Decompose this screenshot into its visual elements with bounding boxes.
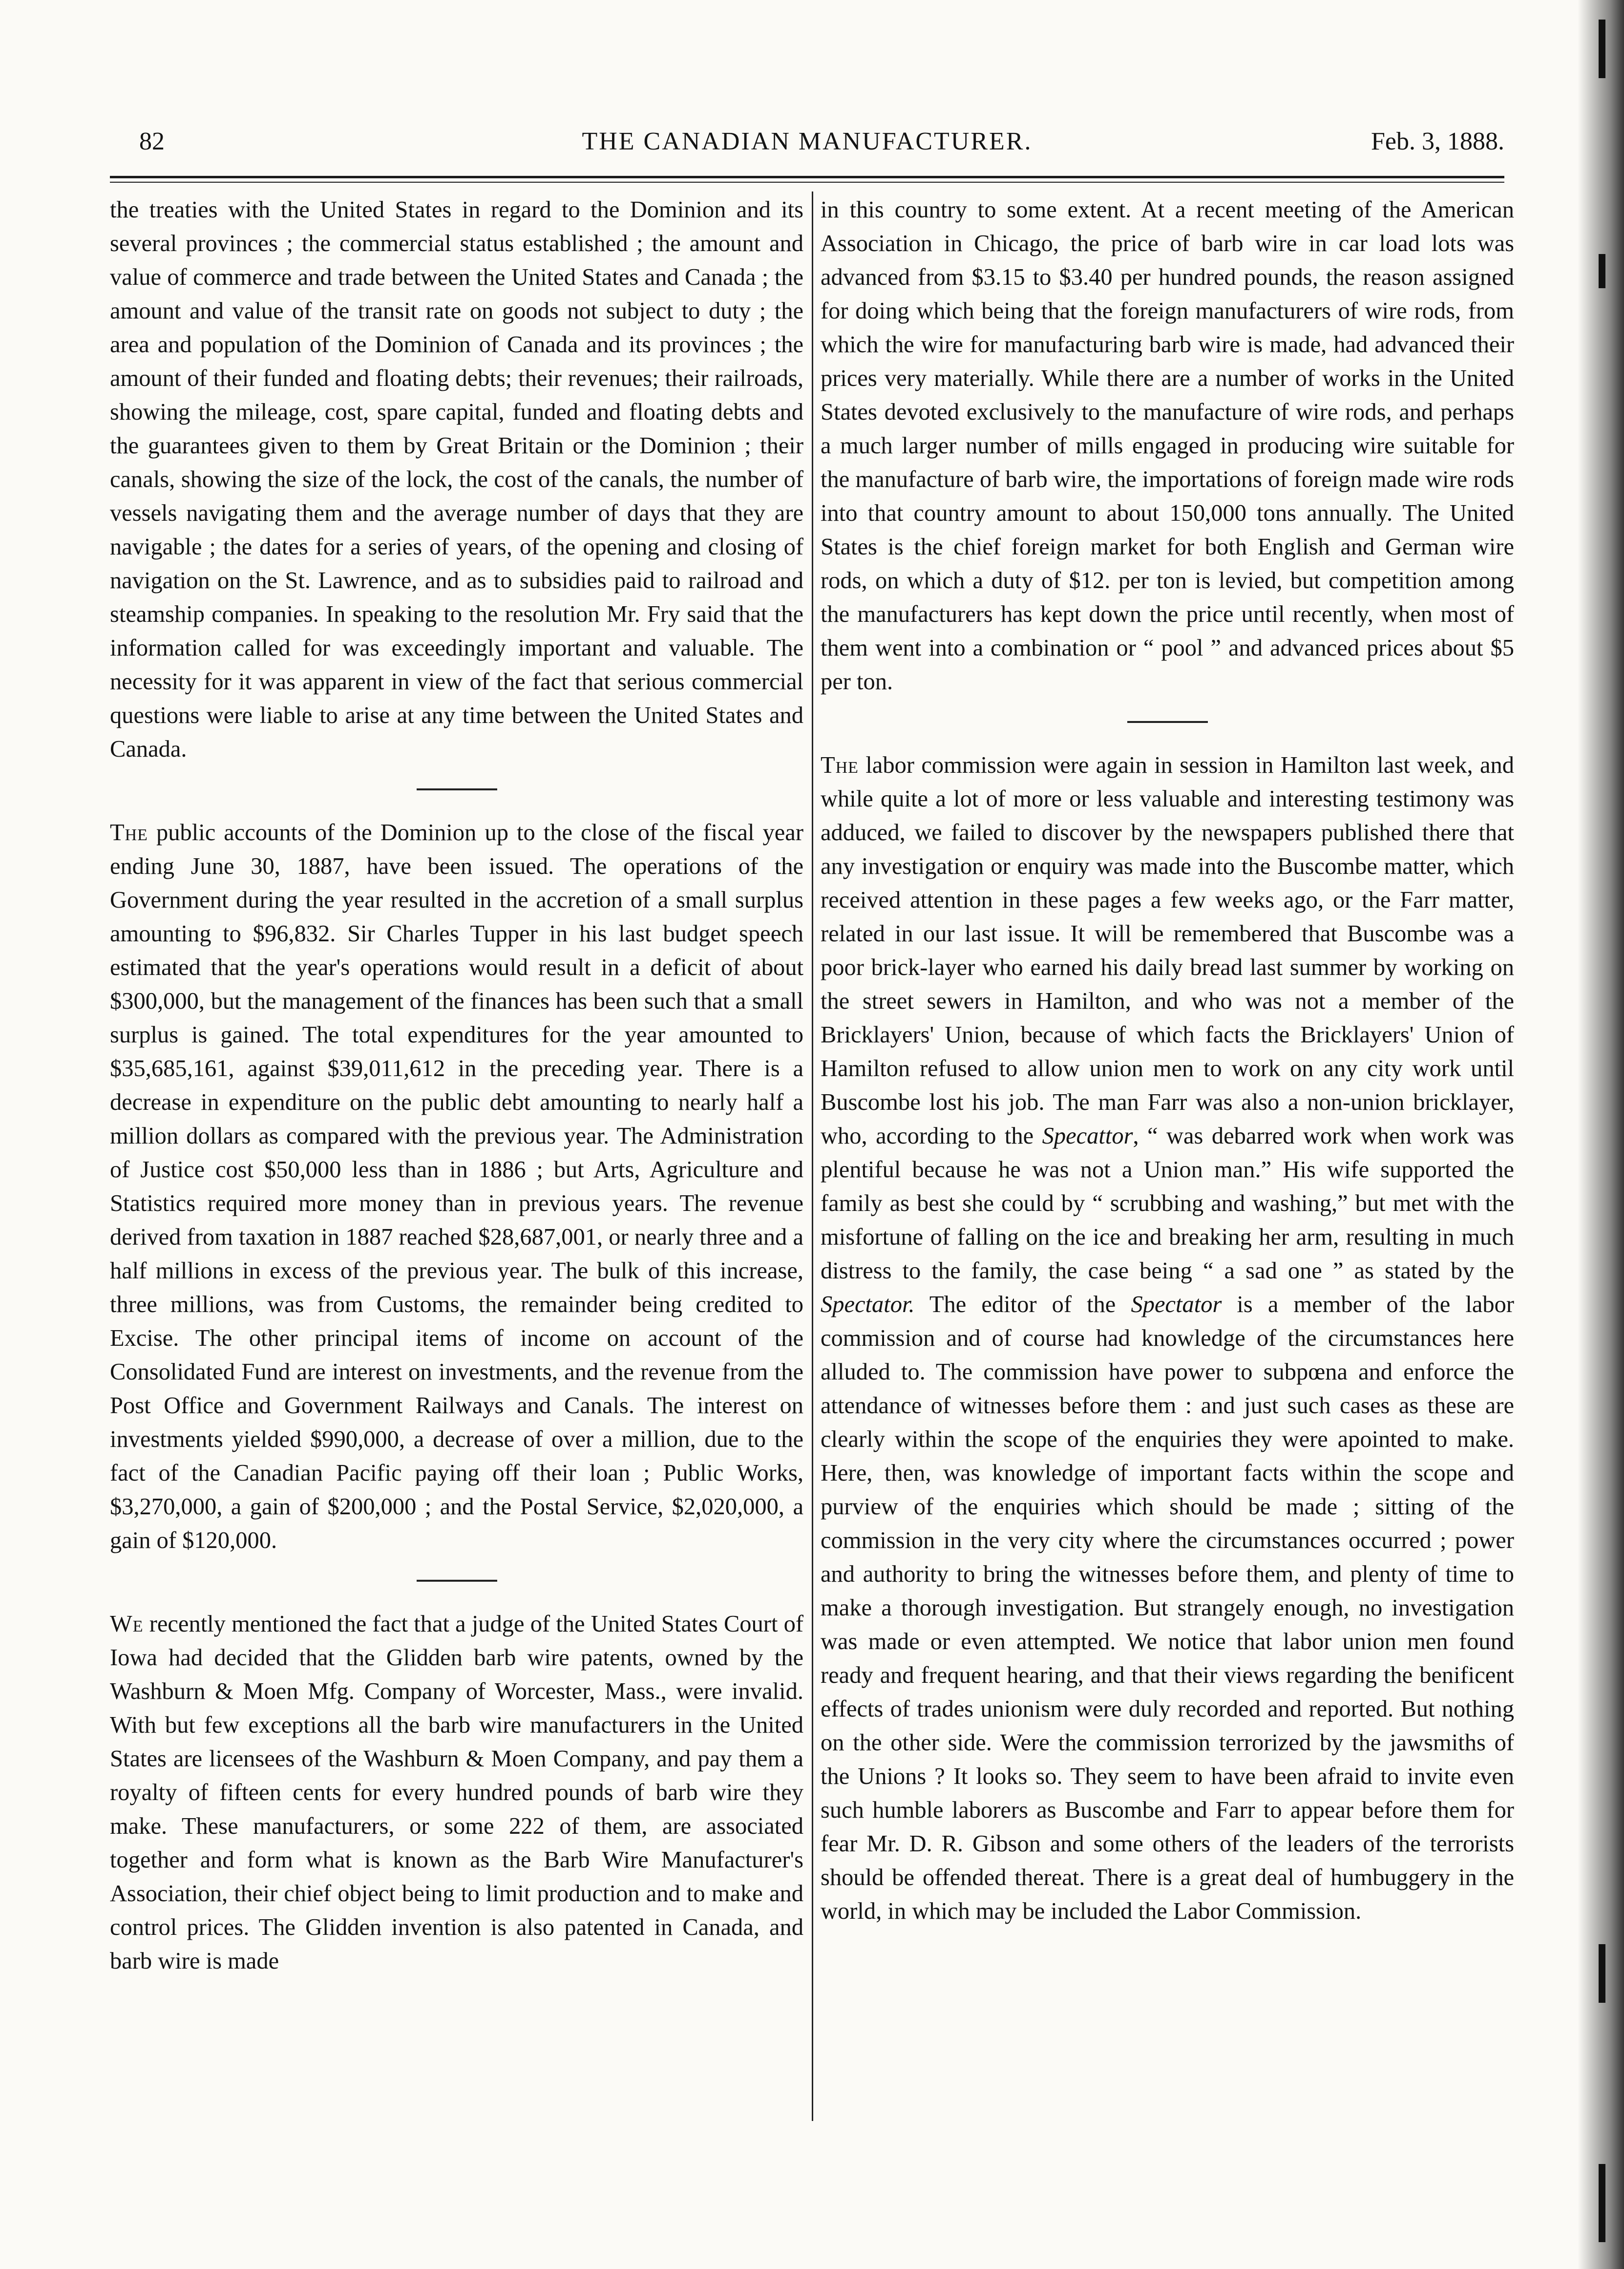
paragraph-body: , “ was debarred work when work was plentiful because he was not a Union man.” His wife supported the family as best she could by “ scrubbing and washing,” but met with the misfortune of falling on the ice and breaking her arm, resulting in much distress to the family, the case being “ a sad one ” as stated by the: [821, 1123, 1514, 1284]
publication-name: Spectator.: [821, 1292, 915, 1317]
paragraph-body: recently mentioned the fact that a judge of the United States Court of Iowa had decided that the Glidden barb wire patents, owned by the Washburn & Moen Mfg. Company of Worcester, Mass., were invalid. With but few exceptions all the barb wire manufacturers in the United States are licensees of the Washburn & Moen Company, and pay them a royalty of fifteen cents for every hundred pounds of barb wire they make. These manufacturers, or some 222 of them, are associated together and form what is known as the Barb Wire Manufacturer's Association, their chief object being to limit production and to make and control prices. The Glidden invention is also patented in Canada, and barb wire is made: [110, 1611, 803, 1974]
section-separator: [1127, 721, 1208, 723]
article-paragraph-labor-commission: [821, 748, 1514, 1928]
paragraph-body: public accounts of the Dominion up to the close of the fiscal year ending June 30, 1887, have been issued. The operations of the Government during the year resulted in the accretion of a small surplus amounting to $96,832. Sir Charles Tupper in his last budget speech estimated that the year's operations would result in a deficit of about $300,000, but the management of the finances has been such that a small surplus is gained. The total expenditures for the year amounted to $35,685,161, against $39,011,612 in the preceding year. There is a decrease in expenditure on the public debt amounting to nearly half a million dollars as compared with the previous year. The Administration of Justice cost $50,000 less than in 1886 ; but Arts, Agriculture and Statistics required more money than in previous years. The revenue derived from taxation in 1887 reached $28,687,001, or nearly three and a half millions in excess of the previous year. The bulk of this increase, three millions, was from Customs, the remainder being credited to Excise. The other principal items of income on account of the Consolidated Fund are interest on investments, and the revenue from the Post Office and Government Railways and Canals. The interest on investments yielded $990,000, a decrease of over a million, due to the fact of the Canadian Pacific paying off their loan ; Public Works, $3,270,000, a gain of $200,000 ; and the Postal Service, $2,020,000, a gain of $120,000.: [110, 820, 803, 1553]
section-separator: [417, 1580, 497, 1582]
article-paragraph-public-accounts: [110, 816, 803, 1557]
paragraph-body: labor commission were again in session in Hamilton last week, and while quite a lot of more or less valuable and interesting testimony was adduced, we failed to discover by the newspapers published there that any investigation or enquiry was made into the Buscombe matter, which received attention in these pages a few weeks ago, or the Farr matter, related in our last issue. It will be remembered that Buscombe was a poor brick-layer who earned his daily bread last summer by working on the street sewers in Hamilton, and who was not a member of the Bricklayers' Union, because of which facts the Bricklayers' Union of Hamilton refused to allow union men to work on any city work until Buscombe lost his job. The man Farr was also a non-union bricklayer, who, according to the: [821, 752, 1514, 1149]
header-rule-thin: [110, 182, 1504, 183]
binding-edge-mark: [1599, 20, 1605, 78]
paragraph-opening: The: [110, 820, 148, 846]
binding-edge-mark: [1599, 1944, 1605, 2003]
article-paragraph-treaties: the treaties with the United States in regard to the Dominion and its several provinces ; the commercial status established ; the amount and value of commerce and trade between the United States and Canada ; the amount and value of the transit rate on goods not subject to duty ; the area and population of the Dominion of Canada and its provinces ; the amount of their funded and floating debts; their revenues; their railroads, showing the mileage, cost, spare capital, funded and floating debts and the guarantees given to them by Great Britain or the Dominion ; their canals, showing the size of the lock, the cost of the canals, the number of vessels navigating them and the average number of days that they are navigable ; the dates for a series of years, of the opening and closing of navigation on the St. Lawrence, and as to subsidies paid to railroad and steamship companies. In speaking to the resolution Mr. Fry said that the information called for was exceedingly important and valuable. The necessity for it was apparent in view of the fact that serious commercial questions were liable to arise at any time between the United States and Canada.: [110, 197, 803, 762]
binding-edge-mark: [1599, 254, 1605, 288]
article-paragraph-barb-wire: [110, 1607, 803, 1978]
page-edge-shadow: [1578, 0, 1624, 2269]
page-number: 82: [139, 127, 165, 155]
journal-title: THE CANADIAN MANUFACTURER.: [582, 127, 1033, 155]
section-separator: [417, 788, 497, 790]
paragraph-opening: The: [821, 752, 859, 778]
left-column: [110, 193, 803, 1978]
issue-date: Feb. 3, 1888.: [1371, 127, 1504, 155]
column-divider: [812, 191, 813, 2121]
publication-name: Spectator: [1131, 1292, 1222, 1317]
header-rule-thick: [110, 176, 1504, 178]
paragraph-body: is a member of the labor commission and of course had knowledge of the circumstances here alluded to. The commission have power to subpœna and enforce the attendance of witnesses before them : and just such cases as these are clearly within the scope of the enquiries they were apointed to make. Here, then, was knowledge of important facts within the scope and purview of the enquiries which should be made ; sitting of the commission in the very city where the circumstances occurred ; power and authority to bring the witnesses before them, and plenty of time to make a thorough investigation. But strangely enough, no investigation was made or even attempted. We notice that labor union men found ready and frequent hearing, and that their views regarding the benificent effects of trades unionism were duly recorded and reported. But nothing on the other side. Were the commission terrorized by the jawsmiths of the Unions ? It looks so. They seem to have been afraid to invite even such humble laborers as Buscombe and Farr to appear before them for fear Mr. D. R. Gibson and some others of the leaders of the terrorists should be offended thereat. There is a great deal of humbuggery in the world, in which may be included the Labor Commission.: [821, 1292, 1514, 1924]
running-head: [110, 120, 1504, 164]
paragraph-body: The editor of the: [914, 1292, 1131, 1317]
right-column: [821, 193, 1514, 1928]
article-paragraph-barb-wire-continued: in this country to some extent. At a recent meeting of the American Association in Chicago, the price of barb wire in car load lots was advanced from $3.15 to $3.40 per hundred pounds, the reason assigned for doing which being that the foreign manufacturers of wire rods, from which the wire for manufacturing barb wire is made, had advanced their prices very materially. While there are a number of works in the United States devoted exclusively to the manufacture of wire rods, and perhaps a much larger number of mills engaged in producing wire suitable for the manufacture of barb wire, the importations of foreign made wire rods into that country amount to about 150,000 tons annually. The United States is the chief foreign market for both English and German wire rods, on which a duty of $12. per ton is levied, but competition among the manufacturers has kept down the price until recently, when most of them went into a combination or “ pool ” and advanced prices about $5 per ton.: [821, 197, 1514, 695]
binding-edge-mark: [1599, 2164, 1605, 2242]
publication-name: Specattor: [1042, 1123, 1133, 1149]
paragraph-opening: We: [110, 1611, 144, 1637]
